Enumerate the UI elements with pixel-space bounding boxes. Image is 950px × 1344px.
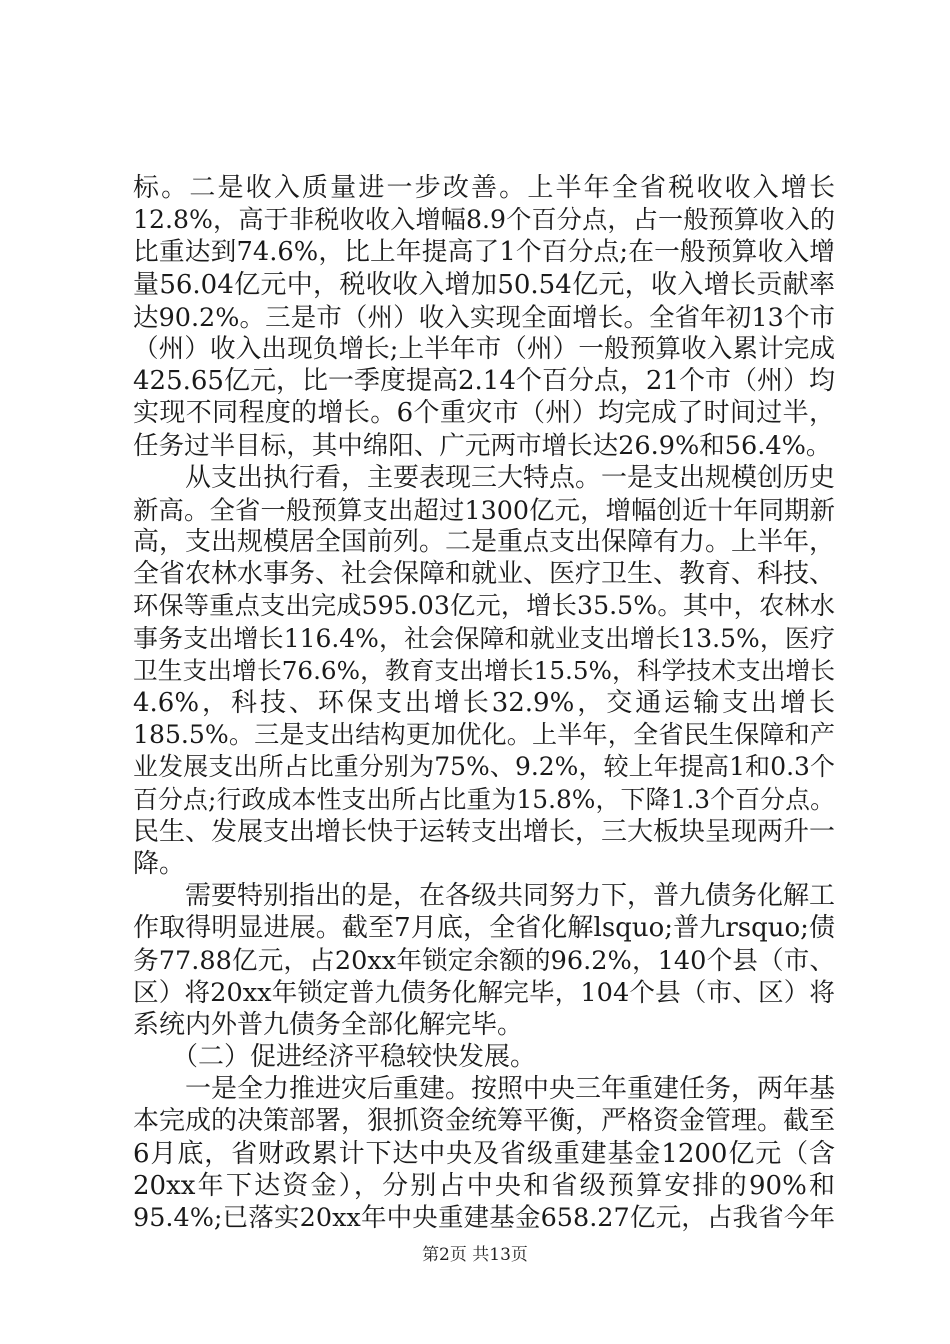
text-line: 区）将20xx年锁定普九债务化解完毕，104个县（市、区）将: [133, 977, 835, 1008]
text-line: 实现不同程度的增长。6个重灾市（州）均完成了时间过半，: [133, 398, 835, 429]
text-line: 务77.88亿元，占20xx年锁定余额的96.2%，140个县（市、: [133, 945, 835, 976]
text-line: 标。二是收入质量进一步改善。上半年全省税收收入增长: [133, 173, 835, 203]
text-line: 降。: [133, 848, 186, 879]
text-line: （州）收入出现负增长;上半年市（州）一般预算收入累计完成: [133, 333, 835, 364]
text-line: 卫生支出增长76.6%，教育支出增长15.5%，科学技术支出增长: [133, 655, 835, 685]
page-footer: 第2页 共13页: [422, 1245, 528, 1265]
text-line: 作取得明显进展。截至7月底，全省化解lsquo;普九rsquo;债: [133, 913, 835, 944]
text-line: （二）促进经济平稳较快发展。: [133, 1042, 537, 1073]
text-line: 新高。全省一般预算支出超过1300亿元，增幅创近十年同期新: [133, 494, 835, 525]
text-line: 20xx年下达资金），分别占中央和省级预算安排的90%和: [133, 1170, 835, 1201]
text-line: 达90.2%。三是市（州）收入实现全面增长。全省年初13个市: [133, 301, 835, 332]
text-line: 百分点;行政成本性支出所占比重为15.8%，下降1.3个百分点。: [133, 784, 835, 814]
text-line: 一是全力推进灾后重建。按照中央三年重建任务，两年基: [133, 1074, 836, 1105]
text-line: 高，支出规模居全国前列。二是重点支出保障有力。上半年，: [133, 527, 836, 558]
text-line: 185.5%。三是支出结构更加优化。上半年，全省民生保障和产: [133, 720, 835, 750]
text-line: 量56.04亿元中，税收收入增加50.54亿元，收入增长贡献率: [133, 269, 835, 300]
text-line: 12.8%，高于非税收收入增幅8.9个百分点，占一般预算收入的: [133, 205, 835, 235]
text-line: 业发展支出所占比重分别为75%、9.2%，较上年提高1和0.3个: [133, 752, 835, 782]
text-line: 环保等重点支出完成595.03亿元，增长35.5%。其中，农林水: [133, 591, 835, 621]
text-line: 从支出执行看，主要表现三大特点。一是支出规模创历史: [133, 462, 836, 493]
text-line: 系统内外普九债务全部化解完毕。: [133, 1009, 524, 1040]
text-line: 425.65亿元，比一季度提高2.14个百分点，21个市（州）均: [133, 366, 835, 397]
text-line: 民生、发展支出增长快于运转支出增长，三大板块呈现两升一: [133, 816, 836, 847]
text-line: 比重达到74.6%，比上年提高了1个百分点;在一般预算收入增: [133, 237, 835, 268]
text-line: 95.4%;已落实20xx年中央重建基金658.27亿元，占我省今年: [133, 1203, 835, 1233]
text-line: 全省农林水事务、社会保障和就业、医疗卫生、教育、科技、: [133, 559, 836, 590]
text-line: 本完成的决策部署，狠抓资金统筹平衡，严格资金管理。截至: [133, 1106, 836, 1137]
text-line: 任务过半目标，其中绵阳、广元两市增长达26.9%和56.4%。: [133, 430, 832, 461]
text-line: 4.6%，科技、环保支出增长32.9%，交通运输支出增长: [133, 688, 835, 718]
text-line: 6月底，省财政累计下达中央及省级重建基金1200亿元（含: [133, 1138, 835, 1169]
text-line: 事务支出增长116.4%，社会保障和就业支出增长13.5%，医疗: [133, 623, 835, 653]
text-line: 需要特别指出的是，在各级共同努力下，普九债务化解工: [133, 881, 836, 912]
document-body: [133, 172, 835, 1234]
